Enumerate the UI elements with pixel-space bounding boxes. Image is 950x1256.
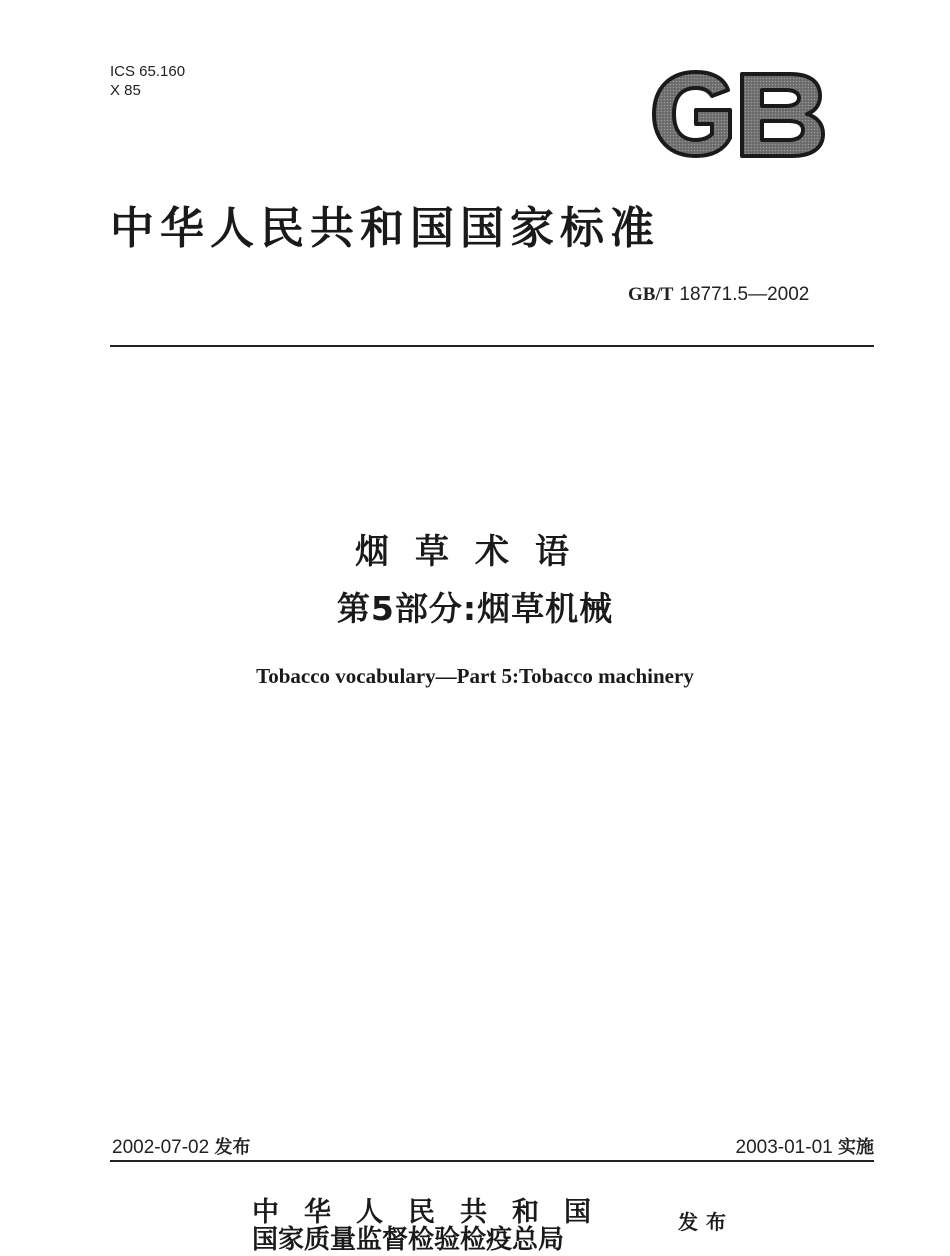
implement-label: 实施 [838, 1137, 874, 1158]
issue-date-block [112, 1133, 250, 1159]
issue-date: 2002-07-02 [112, 1137, 210, 1158]
ics-code: ICS 65.160 [110, 63, 186, 80]
gb-logo-icon [648, 68, 826, 160]
document-part-title-cn: 第5部分:烟草机械 [336, 589, 614, 628]
standard-number [628, 284, 809, 306]
publisher-label: 发布 [678, 1210, 734, 1234]
implement-date-block [736, 1133, 874, 1159]
document-title-cn: 烟草术语 [355, 532, 595, 572]
implement-date: 2003-01-01 [735, 1137, 833, 1158]
publisher-line1: 中华人民共和国 [252, 1197, 616, 1228]
national-standard-title: 中华人民共和国国家标准 [110, 203, 660, 254]
bottom-divider [110, 1160, 874, 1162]
top-divider [110, 345, 874, 347]
publisher-line2: 国家质量监督检验检疫总局 [252, 1225, 565, 1255]
ccs-code: X 85 [110, 82, 141, 99]
issue-label: 发布 [214, 1137, 251, 1158]
standard-number-value: 18771.5—2002 [679, 284, 810, 305]
document-title-en: Tobacco vocabulary—Part 5:Tobacco machinery [256, 664, 694, 688]
ics-block [110, 62, 185, 100]
standard-code: GB/T [628, 284, 674, 305]
